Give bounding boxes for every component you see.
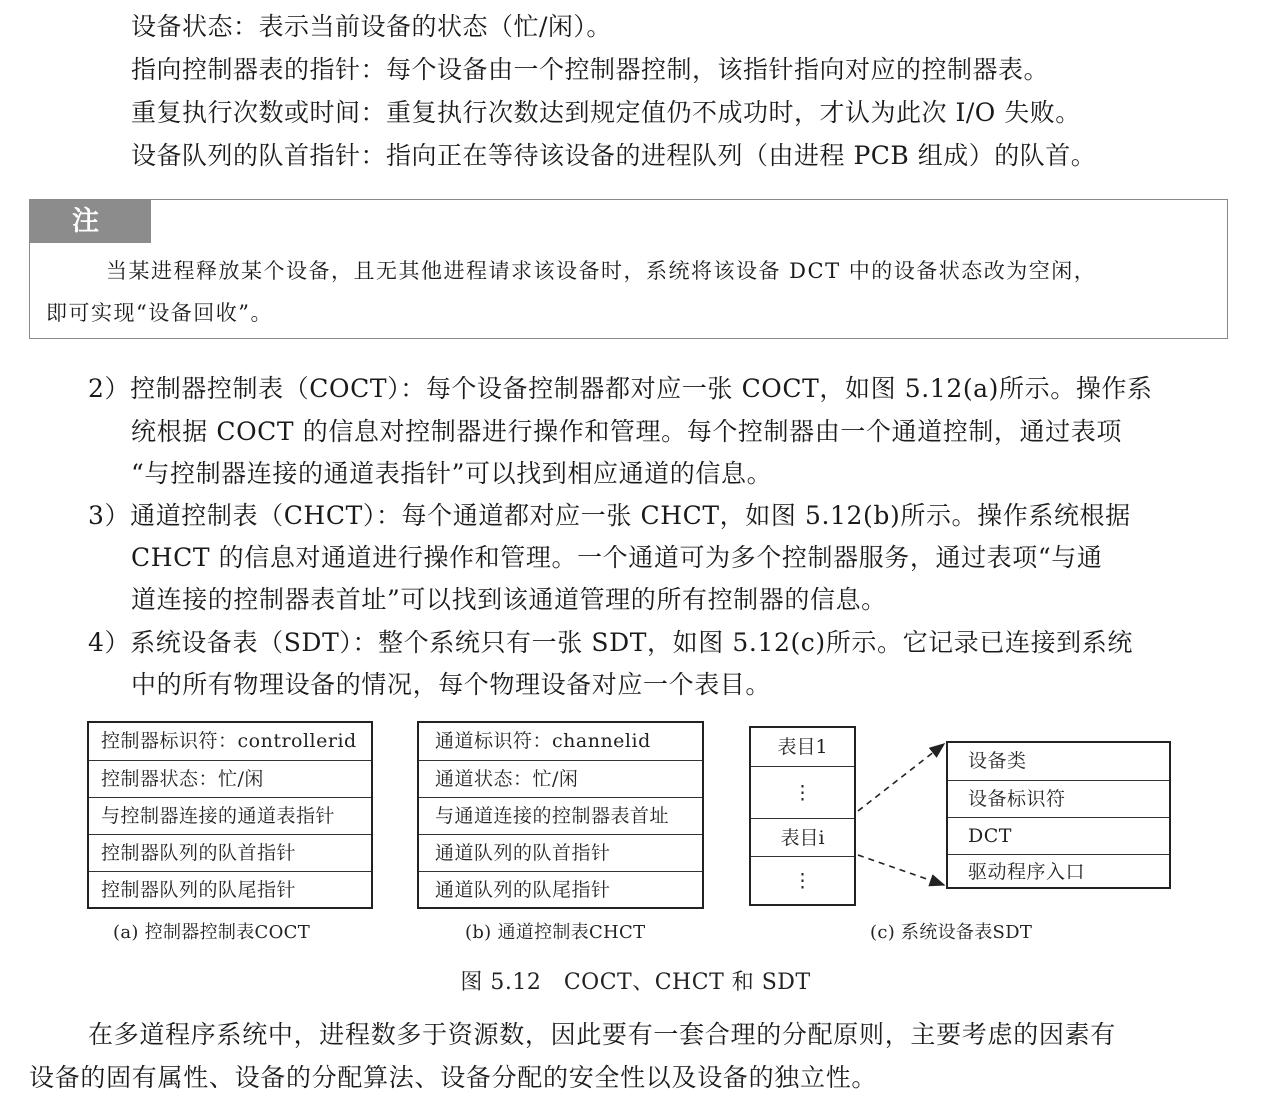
- item-4-line-1: 4）系统设备表（SDT）：整个系统只有一张 SDT，如图 5.12(c)所示。它记录已连接到系统: [88, 628, 1133, 657]
- note-box: [29, 199, 1228, 339]
- sdt-entry: 表目1: [777, 736, 828, 758]
- chct-row: 通道队列的队首指针: [419, 834, 702, 871]
- item-2-line-1: 2）控制器控制表（COCT）：每个设备控制器都对应一张 COCT，如图 5.12(a)所示。操作系: [88, 374, 1153, 403]
- sdt-detail-row: 设备标识符: [948, 780, 1169, 817]
- sdt-detail-row: 驱动程序入口: [948, 854, 1169, 889]
- field-retry-count: 重复执行次数或时间：重复执行次数达到规定值仍不成功时，才认为此次 I/O 失败。: [131, 98, 1081, 127]
- item-3-line-3: 道连接的控制器表首址”可以找到该通道管理的所有控制器的信息。: [131, 585, 887, 614]
- chct-row: 通道标识符：channelid: [435, 730, 651, 752]
- coct-row: 控制器标识符：controllerid: [101, 730, 357, 752]
- coct-table: [87, 721, 373, 909]
- coct-row: 控制器队列的队首指针: [89, 834, 371, 871]
- coct-row: 控制器队列的队尾指针: [89, 871, 371, 907]
- sdt-detail-row: DCT: [948, 817, 1169, 854]
- note-line-2: 即可实现“设备回收”。: [46, 301, 273, 325]
- item-2-line-2: 统根据 COCT 的信息对控制器进行操作和管理。每个控制器由一个通道控制，通过表项: [131, 417, 1122, 446]
- sdt-detail-row: 设备类: [968, 750, 1027, 772]
- coct-caption: (a) 控制器控制表COCT: [113, 922, 311, 943]
- sdt-table: [749, 726, 856, 906]
- sdt-dashed-arrows: [850, 735, 960, 895]
- field-controller-pointer: 指向控制器表的指针：每个设备由一个控制器控制，该指针指向对应的控制器表。: [131, 55, 1050, 84]
- item-3-line-1: 3）通道控制表（CHCT）：每个通道都对应一张 CHCT，如图 5.12(b)所示。操作系统根据: [88, 501, 1131, 530]
- sdt-detail-table: [946, 741, 1171, 889]
- sdt-entry-i: 表目i: [751, 818, 854, 856]
- figure-title: 图 5.12 COCT、CHCT 和 SDT: [460, 970, 811, 995]
- field-device-status: 设备状态：表示当前设备的状态（忙/闲）。: [131, 12, 612, 41]
- sdt-ellipsis: ⋮: [751, 766, 854, 818]
- chct-table: [417, 721, 704, 909]
- item-2-line-3: “与控制器连接的通道表指针”可以找到相应通道的信息。: [131, 459, 773, 488]
- coct-row: 控制器状态：忙/闲: [89, 760, 371, 797]
- bottom-line-2: 设备的固有属性、设备的分配算法、设备分配的安全性以及设备的独立性。: [29, 1063, 878, 1092]
- bottom-line-1: 在多道程序系统中，进程数多于资源数，因此要有一套合理的分配原则，主要考虑的因素有: [88, 1020, 1117, 1049]
- note-line-1: 当某进程释放某个设备，且无其他进程请求该设备时，系统将该设备 DCT 中的设备状态改为空闲，: [106, 259, 1097, 283]
- chct-row: 通道状态：忙/闲: [419, 760, 702, 797]
- sdt-caption: (c) 系统设备表SDT: [870, 922, 1033, 943]
- chct-row: 通道队列的队尾指针: [419, 871, 702, 907]
- item-4-line-2: 中的所有物理设备的情况，每个物理设备对应一个表目。: [131, 670, 772, 699]
- sdt-ellipsis: ⋮: [751, 856, 854, 904]
- note-tag: 注 意: [30, 200, 151, 243]
- field-queue-head: 设备队列的队首指针：指向正在等待该设备的进程队列（由进程 PCB 组成）的队首。: [131, 141, 1097, 170]
- item-3-line-2: CHCT 的信息对通道进行操作和管理。一个通道可为多个控制器服务，通过表项“与通: [131, 543, 1103, 572]
- chct-caption: (b) 通道控制表CHCT: [465, 922, 646, 943]
- coct-row: 与控制器连接的通道表指针: [89, 797, 371, 834]
- chct-row: 与通道连接的控制器表首址: [419, 797, 702, 834]
